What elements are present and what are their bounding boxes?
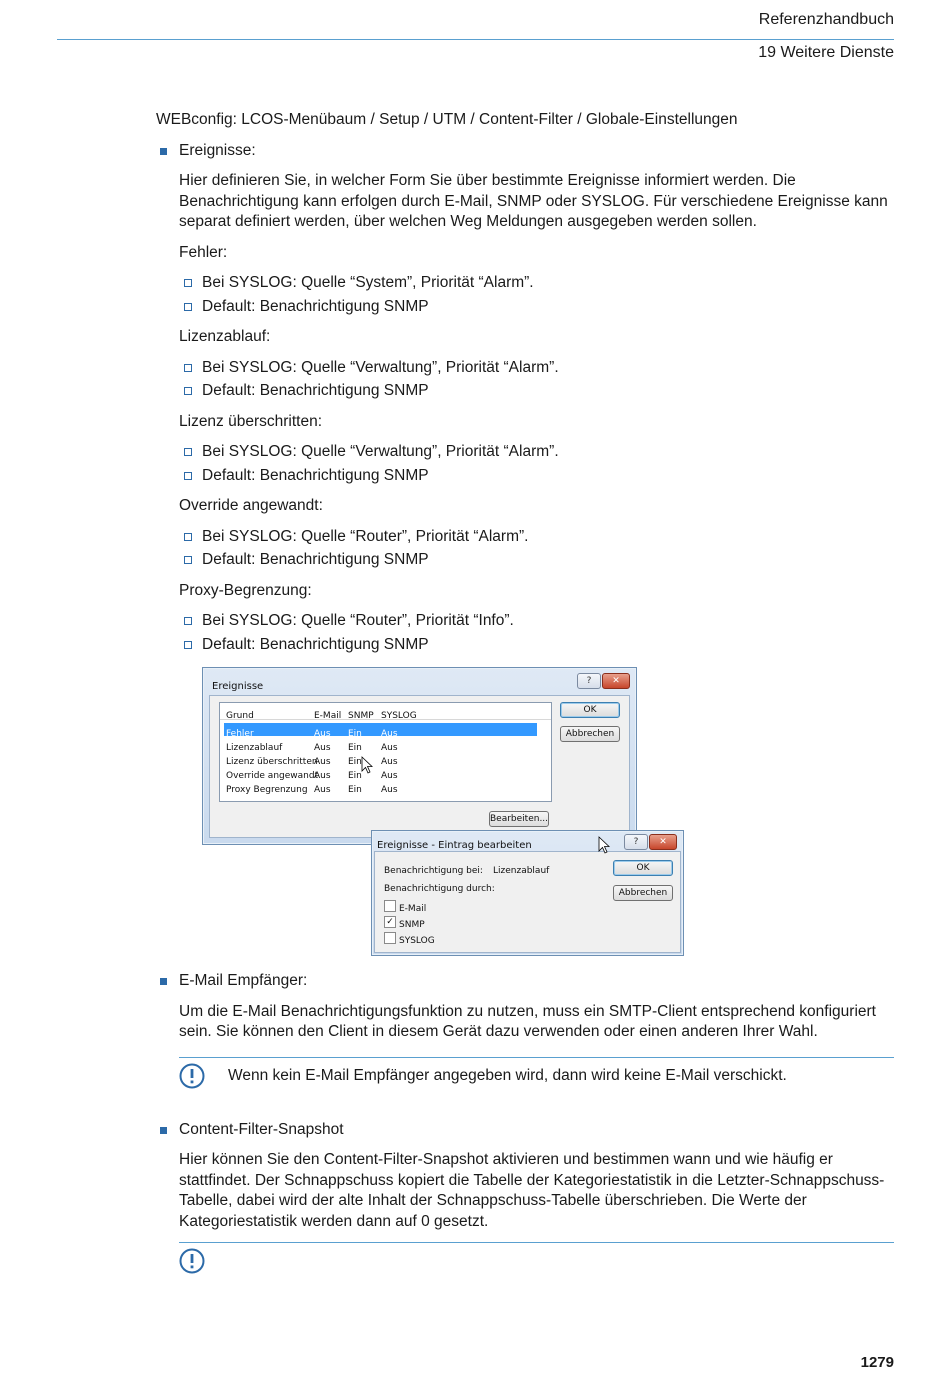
cell-grund: Lizenz überschritten bbox=[226, 757, 318, 767]
cell-snmp: Ein bbox=[348, 771, 362, 781]
cancel-button[interactable]: Abbrechen bbox=[613, 885, 673, 901]
event-group-item: Bei SYSLOG: Quelle “Router”, Priorität “Alarm”. bbox=[179, 527, 894, 548]
page-number: 1279 bbox=[860, 1354, 894, 1371]
email-note bbox=[179, 1057, 894, 1100]
snapshot-heading: Content-Filter-Snapshot bbox=[156, 1120, 894, 1141]
cancel-button[interactable]: Abbrechen bbox=[560, 726, 620, 742]
listview-header bbox=[220, 703, 551, 720]
ok-button[interactable]: OK bbox=[613, 860, 673, 876]
checkbox-label[interactable]: E-Mail bbox=[399, 904, 427, 914]
main-content bbox=[156, 110, 894, 1283]
header-divider bbox=[57, 39, 894, 40]
cell-snmp: Ein bbox=[348, 743, 362, 753]
column-syslog[interactable]: SYSLOG bbox=[381, 711, 417, 721]
cell-grund: Override angewandt bbox=[226, 771, 319, 781]
cell-snmp: Ein bbox=[348, 785, 362, 795]
checkbox-email[interactable] bbox=[384, 900, 396, 912]
checkbox-snmp[interactable]: ✓ bbox=[384, 916, 396, 928]
cell-email: Aus bbox=[314, 743, 331, 753]
event-group-items bbox=[179, 273, 894, 317]
snapshot-section bbox=[179, 1150, 894, 1232]
event-group-item: Bei SYSLOG: Quelle “System”, Priorität “Alarm”. bbox=[179, 273, 894, 294]
cell-grund: Proxy Begrenzung bbox=[226, 785, 308, 795]
cell-syslog: Aus bbox=[381, 729, 398, 739]
event-group-items bbox=[179, 611, 894, 655]
notify-by-label: Benachrichtigung durch: bbox=[384, 884, 495, 894]
email-note-text: Wenn kein E-Mail Empfänger angegeben wird, dann wird keine E-Mail verschickt. bbox=[228, 1066, 787, 1084]
event-group-label: Lizenz überschritten: bbox=[179, 412, 323, 430]
table-row[interactable] bbox=[224, 751, 537, 767]
cell-snmp: Ein bbox=[348, 757, 362, 767]
mouse-cursor-icon bbox=[599, 837, 611, 855]
event-group-label: Proxy-Begrenzung: bbox=[179, 581, 312, 599]
events-listview[interactable] bbox=[219, 702, 552, 802]
edit-entry-dialog bbox=[371, 830, 684, 956]
events-dialog bbox=[202, 667, 637, 845]
email-section bbox=[179, 1002, 894, 1043]
table-row[interactable] bbox=[224, 737, 537, 753]
edit-dialog-body bbox=[374, 851, 681, 953]
close-button[interactable]: ✕ bbox=[602, 673, 630, 689]
exclamation-icon bbox=[179, 1063, 205, 1089]
event-group-label: Override angewandt: bbox=[179, 497, 323, 514]
events-section bbox=[179, 171, 894, 959]
page-header-title: Referenzhandbuch bbox=[758, 11, 894, 28]
ok-button[interactable]: OK bbox=[560, 702, 620, 718]
event-group-items bbox=[179, 442, 894, 486]
event-group-item: Bei SYSLOG: Quelle “Verwaltung”, Priorität “Alarm”. bbox=[179, 358, 894, 379]
event-group-item: Bei SYSLOG: Quelle “Router”, Priorität “Info”. bbox=[179, 611, 894, 632]
table-row[interactable] bbox=[224, 779, 537, 795]
notify-at-value: Lizenzablauf bbox=[493, 866, 550, 876]
cell-grund: Lizenzablauf bbox=[226, 743, 283, 753]
cell-email: Aus bbox=[314, 729, 331, 739]
events-dialog-title: Ereignisse bbox=[212, 681, 264, 692]
column-email[interactable]: E-Mail bbox=[314, 711, 342, 721]
events-dialog-body bbox=[209, 695, 630, 838]
cell-syslog: Aus bbox=[381, 757, 398, 767]
event-group-item: Default: Benachrichtigung SNMP bbox=[179, 635, 894, 656]
mouse-cursor-icon bbox=[362, 757, 374, 775]
cell-syslog: Aus bbox=[381, 771, 398, 781]
cell-email: Aus bbox=[314, 757, 331, 767]
cell-grund: Fehler bbox=[226, 729, 254, 739]
column-grund[interactable]: Grund bbox=[226, 711, 254, 721]
table-row[interactable] bbox=[224, 723, 537, 739]
cell-email: Aus bbox=[314, 771, 331, 781]
page-header-chapter: 19 Weitere Dienste bbox=[758, 44, 894, 61]
table-row[interactable] bbox=[224, 765, 537, 781]
event-group-item: Default: Benachrichtigung SNMP bbox=[179, 550, 894, 571]
cell-syslog: Aus bbox=[381, 785, 398, 795]
help-button[interactable]: ? bbox=[577, 673, 601, 689]
event-group-item: Default: Benachrichtigung SNMP bbox=[179, 297, 894, 318]
cell-email: Aus bbox=[314, 785, 331, 795]
snapshot-note bbox=[179, 1242, 894, 1283]
event-group-item: Default: Benachrichtigung SNMP bbox=[179, 466, 894, 487]
snapshot-text: Hier können Sie den Content-Filter-Snapshot aktivieren und bestimmen wann und wie häufig er stattfindet. Der Schnappschuss kopiert die Tabelle der Kategoriestatistik in die Letzter-Schnappschuss-Tabelle, dabei wird der alte Inhalt der Schnappschuss-Tabelle überschrieben. Die Werte der Kategoriestatistik werden dann auf 0 gesetzt. bbox=[179, 1151, 885, 1230]
edit-button[interactable]: Bearbeiten... bbox=[489, 811, 549, 827]
column-snmp[interactable]: SNMP bbox=[348, 711, 374, 721]
event-group-items bbox=[179, 358, 894, 402]
event-groups bbox=[179, 243, 894, 656]
event-group-label: Lizenzablauf: bbox=[179, 328, 271, 345]
checkbox-label[interactable]: SNMP bbox=[399, 920, 425, 930]
event-group-item: Bei SYSLOG: Quelle “Verwaltung”, Priorität “Alarm”. bbox=[179, 442, 894, 463]
checkbox-label[interactable]: SYSLOG bbox=[399, 936, 435, 946]
cell-syslog: Aus bbox=[381, 743, 398, 753]
event-group-items bbox=[179, 527, 894, 571]
close-button[interactable]: ✕ bbox=[649, 834, 677, 850]
events-heading: Ereignisse: bbox=[156, 141, 894, 162]
notify-at-label: Benachrichtigung bei: bbox=[384, 866, 483, 876]
menu-path: WEBconfig: LCOS-Menübaum / Setup / UTM / Content-Filter / Globale-Einstellungen bbox=[156, 111, 738, 128]
cell-snmp: Ein bbox=[348, 729, 362, 739]
edit-dialog-title: Ereignisse - Eintrag bearbeiten bbox=[377, 840, 532, 851]
events-intro: Hier definieren Sie, in welcher Form Sie über bestimmte Ereignisse informiert werden. Die Benachrichtigung kann erfolgen durch E-Mail, SNMP oder SYSLOG. Für verschiedene Ereignisse kann separat definiert werden, über welchen Weg Meldungen ausgegeben werden sollen. bbox=[179, 172, 888, 230]
event-group-item: Default: Benachrichtigung SNMP bbox=[179, 381, 894, 402]
exclamation-icon bbox=[179, 1248, 205, 1274]
help-button[interactable]: ? bbox=[624, 834, 648, 850]
email-text: Um die E-Mail Benachrichtigungsfunktion zu nutzen, muss ein SMTP-Client entsprechend konfiguriert sein. Sie können den Client in diesem Gerät dazu verwenden oder einen anderen Ihrer Wahl. bbox=[179, 1002, 876, 1040]
checkbox-syslog[interactable] bbox=[384, 932, 396, 944]
email-heading: E-Mail Empfänger: bbox=[156, 971, 894, 992]
screenshot bbox=[202, 667, 687, 959]
event-group-label: Fehler: bbox=[179, 243, 228, 261]
